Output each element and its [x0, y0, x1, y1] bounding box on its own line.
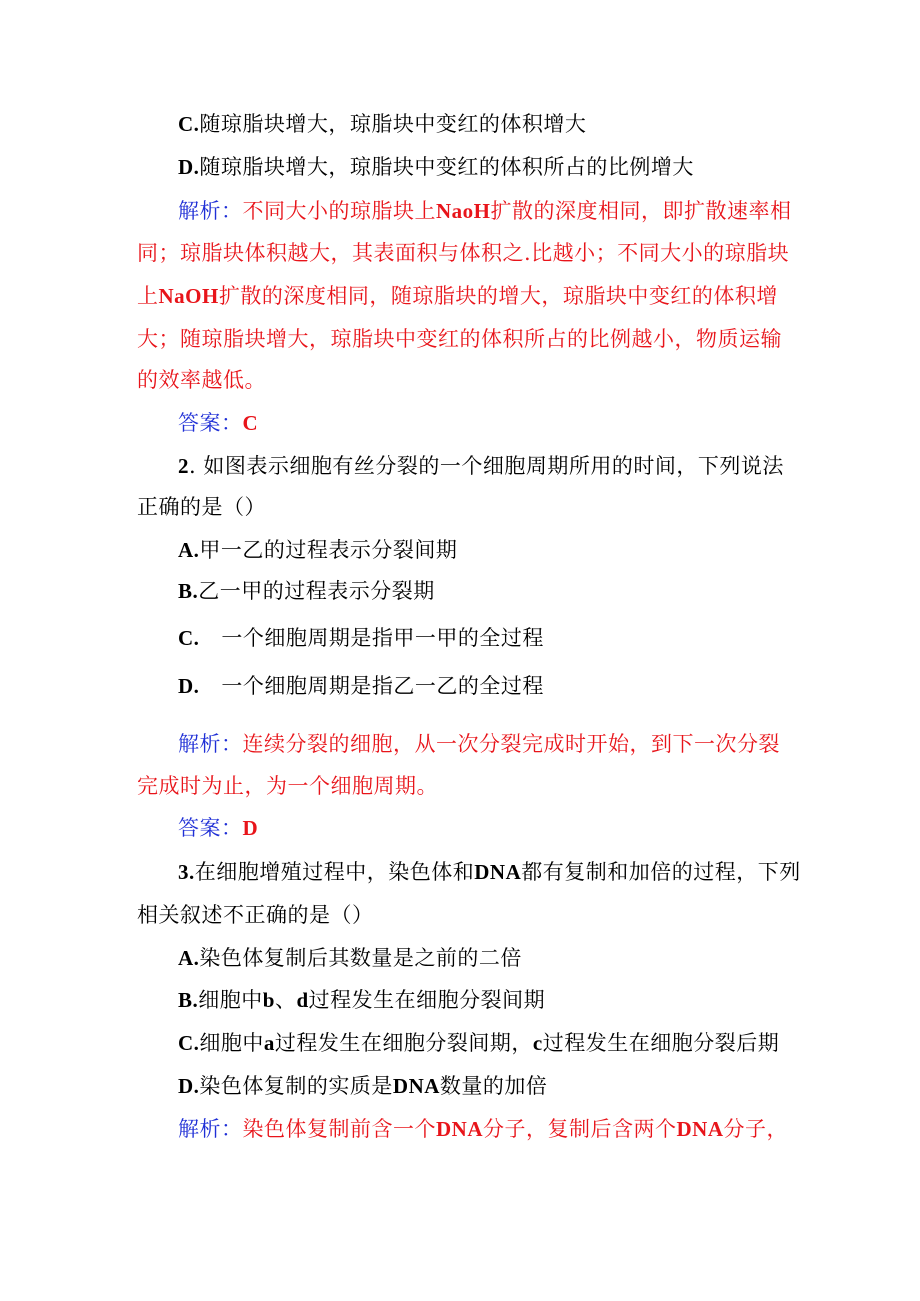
question-number: 3. — [178, 860, 195, 884]
answer-value: D — [242, 816, 259, 840]
answer-value: C — [242, 411, 259, 435]
q1-answer — [178, 410, 258, 436]
q2-stem-line-1: 2. 如图表示细胞有丝分裂的一个细胞周期所用的时间，下列说法 — [178, 454, 784, 478]
q3-option-b: B.细胞中b、d过程发生在细胞分裂间期 — [178, 988, 546, 1012]
q3-stem-line-2: 相关叙述不正确的是（） — [137, 903, 374, 927]
q1-analysis-line-4: 大；随琼脂块增大，琼脂块中变红的体积所占的比例越小，物质运输 — [137, 327, 782, 351]
q1-option-c — [178, 111, 586, 137]
q1-option-d — [178, 154, 694, 180]
option-letter: C. — [178, 112, 200, 136]
q2-option-a: A.甲一乙的过程表示分裂间期 — [178, 538, 458, 562]
q2-analysis-line-2: 完成时为止，为一个细胞周期。 — [137, 774, 438, 798]
q3-option-d: D.染色体复制的实质是DNA数量的加倍 — [178, 1074, 548, 1098]
option-letter: D. — [178, 155, 200, 179]
q2-stem-line-2: 正确的是（） — [137, 495, 266, 519]
answer-label: 答案： — [178, 411, 243, 435]
q3-option-a: A.染色体复制后其数量是之前的二倍 — [178, 946, 522, 970]
analysis-label: 解析： — [178, 199, 243, 223]
question-number: 2 — [178, 454, 189, 478]
q1-analysis-line-2: 同；琼脂块体积越大，其表面积与体积之.比越小；不同大小的琼脂块 — [137, 241, 790, 265]
q3-stem-line-1: 3.在细胞增殖过程中，染色体和DNA都有复制和加倍的过程，下列 — [178, 860, 801, 884]
q1-analysis-line-5: 的效率越低。 — [137, 368, 266, 392]
analysis-label: 解析： — [178, 1117, 243, 1141]
q2-option-c: C. 一个细胞周期是指甲一甲的全过程 — [178, 626, 544, 650]
q2-option-d: D. 一个细胞周期是指乙一乙的全过程 — [178, 674, 544, 698]
option-text: 随琼脂块增大，琼脂块中变红的体积所占的比例增大 — [199, 155, 694, 179]
q3-analysis-line-1: 解析：染色体复制前含一个DNA分子，复制后含两个DNA分子， — [178, 1117, 788, 1141]
option-text: 随琼脂块增大，琼脂块中变红的体积增大 — [199, 112, 587, 136]
analysis-label: 解析： — [178, 732, 243, 756]
answer-label: 答案： — [178, 816, 243, 840]
q3-option-c: C.细胞中a过程发生在细胞分裂间期，c过程发生在细胞分裂后期 — [178, 1031, 780, 1055]
q1-analysis-line-3: 上NaOH扩散的深度相同，随琼脂块的增大，琼脂块中变红的体积增 — [137, 284, 778, 308]
q1-analysis-line-1: 解析：不同大小的琼脂块上NaoH扩散的深度相同，即扩散速率相 — [178, 199, 792, 223]
q2-option-b: B.乙一甲的过程表示分裂期 — [178, 579, 435, 603]
q2-analysis-line-1: 解析：连续分裂的细胞，从一次分裂完成时开始，到下一次分裂 — [178, 732, 780, 756]
q2-answer — [178, 815, 258, 841]
